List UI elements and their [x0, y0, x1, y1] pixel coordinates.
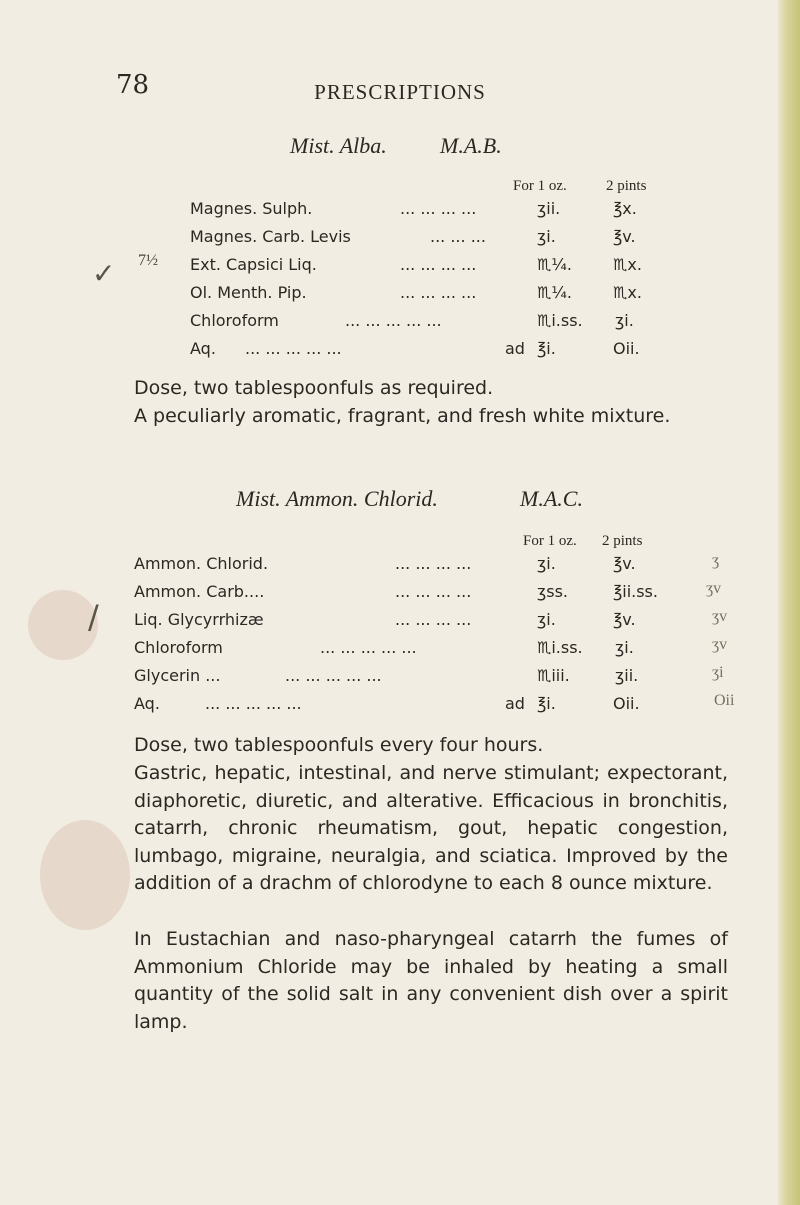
ingredient-row — [0, 227, 760, 251]
ingredient-row — [0, 199, 760, 223]
leader-dots: ... ... ... ... — [395, 554, 472, 573]
quantity-2pints: ʒi. — [615, 638, 634, 657]
quantity-2pints: Oii. — [613, 339, 640, 358]
leader-dots: ... ... ... ... ... — [245, 339, 342, 358]
ingredient-name: Ol. Menth. Pip. — [190, 283, 307, 302]
quantity-2pints: Oii. — [613, 694, 640, 713]
page-edge — [778, 0, 800, 1205]
check-mark-icon: ✓ — [92, 257, 116, 290]
quantity-2pints: ℥x. — [613, 199, 637, 218]
column-head-1oz: For 1 oz. — [523, 533, 577, 549]
leader-dots: ... ... ... ... ... — [205, 694, 302, 713]
dose-text: Dose, two tablespoonfuls every four hours. — [134, 734, 544, 756]
rx-code: M.A.C. — [520, 486, 583, 511]
leader-dots: ... ... ... ... — [395, 582, 472, 601]
quantity-1oz: ♏¼. — [537, 255, 572, 274]
margin-note: ʒv — [712, 608, 728, 625]
leader-dots: ... ... ... ... ... — [345, 311, 442, 330]
margin-note: ʒv — [706, 580, 722, 597]
quantity-2pints: ℥v. — [613, 227, 636, 246]
ingredient-row — [0, 311, 760, 335]
quantity-2pints: ʒi. — [615, 311, 634, 330]
rx-title: Mist. Alba. — [290, 133, 387, 158]
ingredient-name: Ammon. Carb.... — [134, 582, 265, 601]
ingredient-name: Magnes. Sulph. — [190, 199, 313, 218]
ingredient-name: Ammon. Chlorid. — [134, 554, 269, 573]
column-head-1oz: For 1 oz. — [513, 178, 567, 194]
rx-code: M.A.B. — [440, 133, 502, 158]
leader-dots: ... ... ... ... — [400, 283, 477, 302]
quantity-1oz: ʒi. — [537, 554, 556, 573]
quantity-1oz: ℥i. — [537, 694, 556, 713]
quantity-prefix: ad — [505, 339, 525, 358]
leader-dots: ... ... ... ... — [395, 610, 472, 629]
leader-dots: ... ... ... ... ... — [320, 638, 417, 657]
ingredient-row — [0, 638, 760, 662]
inhalation-paragraph: In Eustachian and naso-pharyngeal catarrh the fumes of Ammonium Chloride may be inhaled by heating a small quantity of the solid salt in any convenient dish over a spirit lamp. — [134, 928, 728, 1033]
quantity-1oz: ʒii. — [537, 199, 561, 218]
quantity-2pints: ♏x. — [613, 283, 642, 302]
ingredient-row — [0, 554, 760, 578]
description-text: A peculiarly aromatic, fragrant, and fresh white mixture. — [134, 405, 671, 427]
quantity-1oz: ʒi. — [537, 227, 556, 246]
margin-note: ʒ — [712, 552, 720, 569]
check-mark-icon: / — [88, 598, 99, 636]
rx-title: Mist. Ammon. Chlorid. — [236, 486, 438, 511]
ingredient-name: Glycerin ... — [134, 666, 221, 685]
quantity-prefix: ad — [505, 694, 525, 713]
ingredient-row — [0, 582, 760, 606]
quantity-2pints: ℥ii.ss. — [613, 582, 658, 601]
quantity-1oz: ♏i.ss. — [537, 311, 583, 330]
leader-dots: ... ... ... — [430, 227, 486, 246]
indications-paragraph: Gastric, hepatic, intestinal, and nerve stimulant; expectorant, diaphoretic, diuretic, and alterative. Efficacious in bronchitis, catarrh, chronic rheumatism, gout, hepatic congestion, lumbago, migraine, neuralgia, and sciatica. Improved by the addition of a drachm of chlorodyne to each 8 ounce mixture. — [134, 762, 728, 895]
quantity-1oz: ♏i.ss. — [537, 638, 583, 657]
ingredient-row — [0, 694, 760, 718]
leader-dots: ... ... ... ... — [400, 255, 477, 274]
quantity-1oz: ʒi. — [537, 610, 556, 629]
handwritten-margin-note: 7½ — [138, 252, 158, 269]
ingredient-name: Magnes. Carb. Levis — [190, 227, 351, 246]
margin-note: ʒi — [712, 664, 724, 681]
leader-dots: ... ... ... ... ... — [285, 666, 382, 685]
quantity-2pints: ℥v. — [613, 610, 636, 629]
running-head: PRESCRIPTIONS — [314, 80, 486, 104]
ingredient-row — [0, 666, 760, 690]
ingredient-row — [0, 339, 760, 363]
ingredient-name: Aq. — [134, 694, 160, 713]
ingredient-name: Chloroform — [134, 638, 223, 657]
ingredient-row — [0, 610, 760, 634]
quantity-1oz: ♏¼. — [537, 283, 572, 302]
quantity-2pints: ʒii. — [615, 666, 639, 685]
margin-note: ʒv — [712, 636, 728, 653]
dose-text: Dose, two tablespoonfuls as required. — [134, 377, 494, 399]
quantity-2pints: ℥v. — [613, 554, 636, 573]
leader-dots: ... ... ... ... — [400, 199, 477, 218]
ingredient-name: Chloroform — [190, 311, 279, 330]
page-number: 78 — [116, 70, 150, 100]
quantity-1oz: ʒss. — [537, 582, 568, 601]
ingredient-name: Liq. Glycyrrhizæ — [134, 610, 264, 629]
quantity-2pints: ♏x. — [613, 255, 642, 274]
paper-stain — [40, 820, 130, 930]
margin-note: Oii — [714, 692, 735, 709]
ingredient-name: Aq. — [190, 339, 216, 358]
column-head-2pints: 2 pints — [602, 533, 643, 549]
quantity-1oz: ℥i. — [537, 339, 556, 358]
ingredient-name: Ext. Capsici Liq. — [190, 255, 317, 274]
column-head-2pints: 2 pints — [606, 178, 647, 194]
quantity-1oz: ♏iii. — [537, 666, 570, 685]
